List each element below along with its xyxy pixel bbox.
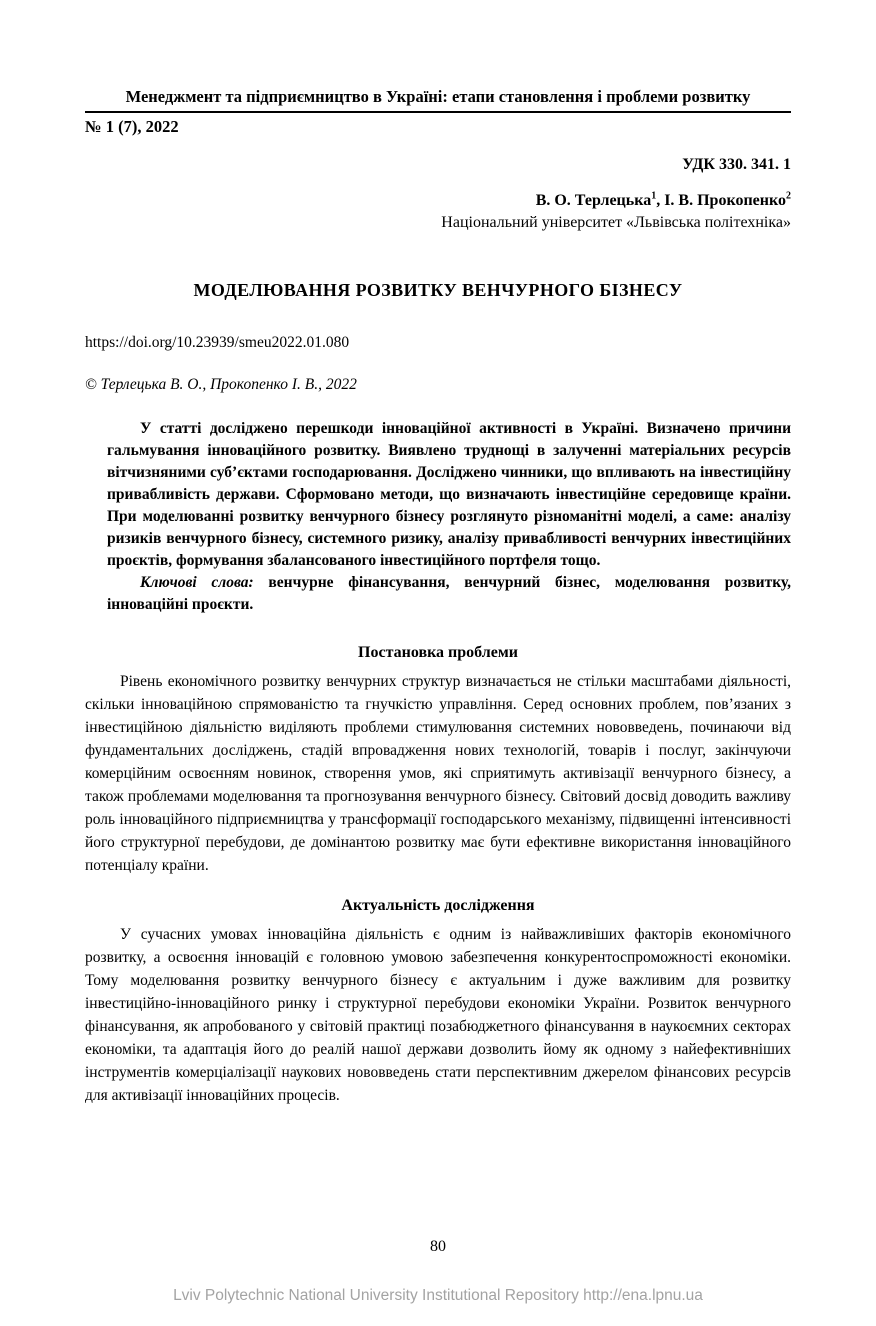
- author-2-footnote-marker: 2: [786, 190, 791, 202]
- author-1-footnote-marker: 1: [651, 190, 657, 202]
- author-2-name: І. В. Прокопенко: [664, 192, 786, 209]
- page-number: 80: [430, 1238, 446, 1255]
- authors-separator: ,: [656, 192, 665, 209]
- journal-title: Менеджмент та підприємництво в Україні: етапи становлення і проблеми розвитку: [85, 86, 791, 113]
- section-heading-research-relevance: Актуальність дослідження: [341, 897, 535, 914]
- repository-footer: Lviv Polytechnic National University Institutional Repository http://ena.lpnu.ua: [173, 1287, 703, 1304]
- document-page: [0, 86, 876, 1326]
- abstract-text: У статті досліджено перешкоди інноваційної активності в Україні. Визначено причини гальмування інноваційного розвитку. Виявлено труднощі в залученні матеріальних ресурсів вітчизняними суб’єктами господарювання. Досліджено чинники, що впливають на інвестиційну привабливість держави. Сформовано методи, що визначають інвестиційне середовище країни. При моделюванні розвитку венчурного бізнесу розглянуто різноманітні моделі, а саме: аналізу ризиків венчурного бізнесу, системного ризику, аналізу привабливості венчурних інвестиційних проєктів, формування збалансованого інвестиційного портфеля тощо.: [107, 420, 791, 569]
- keywords-line: [107, 572, 791, 616]
- issue-number: № 1 (7), 2022: [85, 117, 179, 136]
- keywords-text: венчурне фінансування, венчурний бізнес, моделювання розвитку, інноваційні проєкти.: [107, 574, 792, 613]
- running-head: [85, 86, 791, 138]
- affiliation: Національний університет «Львівська політехніка»: [441, 214, 791, 231]
- section-paragraph-research-relevance: У сучасних умовах інноваційна діяльність є одним із найважливіших факторів економічного розвитку, а освоєння інновацій є головною умовою забезпечення конкурентоспроможності економіки. Тому моделювання розвитку венчурного бізнесу є актуальним і дуже важливим для розвитку інвестиційно-інноваційного ринку і структурної перебудови економіки України. Розвиток венчурного фінансування, як апробованого у світовій практиці позабюджетного фінансування в наукоємних секторах економіки, та адаптація його до реалій нашої держави дозволить йому як одному з найефективніших інструментів комерціалізації наукових нововведень стати перспективним джерелом фінансових ресурсів для активізації інноваційних процесів.: [85, 926, 791, 1104]
- keywords-label: Ключові слова:: [140, 574, 254, 591]
- author-1-name: В. О. Терлецька: [535, 192, 652, 209]
- doi-link: https://doi.org/10.23939/smeu2022.01.080: [85, 334, 350, 351]
- section-heading-problem-statement: Постановка проблеми: [358, 644, 518, 661]
- authors-line: [85, 190, 791, 212]
- abstract-block: [107, 418, 791, 616]
- copyright-line: © Терлецька В. О., Прокопенко І. В., 2022: [85, 376, 357, 393]
- article-title: МОДЕЛЮВАННЯ РОЗВИТКУ ВЕНЧУРНОГО БІЗНЕСУ: [193, 280, 683, 300]
- udc-code: УДК 330. 341. 1: [682, 156, 791, 173]
- section-paragraph-problem-statement: Рівень економічного розвитку венчурних структур визначається не стільки масштабами діяльності, скільки інноваційною спрямованістю та гнучкістю управління. Серед основних проблем, пов’язаних з інвестиційною діяльністю виділяють проблеми стимулювання системних нововведень, починаючи від фундаментальних досліджень, стадій впровадження нових технологій, товарів і послуг, закінчуючи комерційним освоєнням новинок, створення умов, які сприятимуть активізації венчурного бізнесу, а також проблемами моделювання та прогнозування венчурного бізнесу. Світовий досвід доводить важливу роль інноваційного підприємництва у трансформації господарського механізму, підвищенні інтенсивності його структурної перебудови, де домінантою розвитку має бути ефективне використання інноваційного потенціалу країни.: [85, 673, 791, 874]
